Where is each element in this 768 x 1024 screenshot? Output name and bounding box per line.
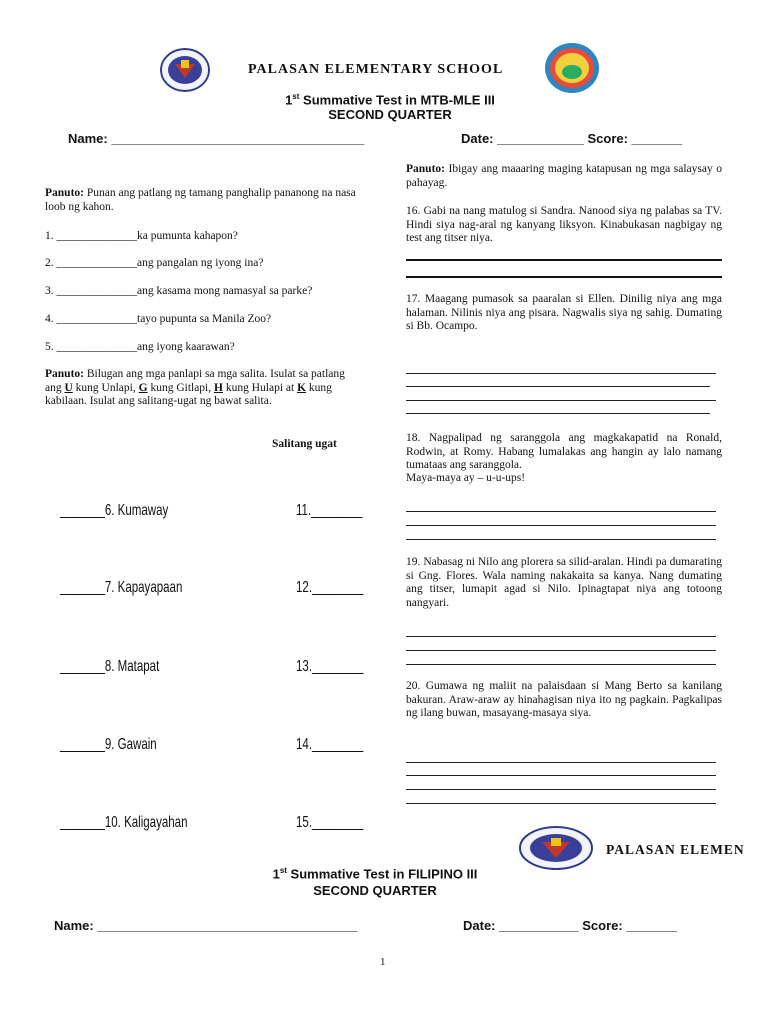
- answer-line[interactable]: [406, 803, 716, 804]
- date-score-field[interactable]: Date: ____________ Score: _______: [461, 131, 683, 146]
- answer-line[interactable]: [406, 400, 716, 401]
- answer-line[interactable]: [406, 775, 716, 776]
- answer-line[interactable]: [406, 789, 716, 790]
- answer-line[interactable]: [406, 664, 716, 665]
- root-word-blank[interactable]: 13.________: [296, 658, 364, 675]
- answer-line[interactable]: [406, 386, 710, 387]
- list-item[interactable]: 4. ______________tayo pupunta sa Manila Zoo?: [45, 313, 272, 325]
- answer-line[interactable]: [406, 259, 722, 261]
- school-name-footer: PALASAN ELEMEN: [606, 842, 745, 857]
- footer-name-field[interactable]: Name: ____________________________________: [54, 918, 358, 933]
- question-20: 20. Gumawa ng maliit na palaisdaan si Mang Berto sa kanilang bakuran. Araw-araw ay hinahagisan niya ito ng pagkain. Pagkalipas ng ilang buwan, masayang-masaya siya.: [406, 680, 722, 719]
- list-item[interactable]: 1. ______________ka pumunta kahapon?: [45, 230, 238, 242]
- salitang-ugat-heading: Salitang ugat: [272, 438, 337, 450]
- footer-date-score-field[interactable]: Date: ___________ Score: _______: [463, 918, 677, 933]
- question-16: 16. Gabi na nang matulog si Sandra. Nanood siya ng palabas sa TV. Hindi siya nag-aral ng kanyang liksyon. Kinabukasan nagbigay ng test ang titser niya.: [406, 205, 722, 244]
- question-17: 17. Maagang pumasok sa paaralan si Ellen. Dinilig niya ang mga halaman. Nilinis niya ang pisara. Nagwalis siya ng sahig. Dumating si Bb. Ocampo.: [406, 293, 722, 332]
- root-word-blank[interactable]: 11.________: [296, 502, 363, 519]
- question-18-ending: Maya-maya ay – u-u-ups!: [406, 472, 526, 484]
- word-item[interactable]: _______9. Gawain: [60, 736, 157, 753]
- answer-line[interactable]: [406, 413, 710, 414]
- root-word-blank[interactable]: 14.________: [296, 736, 364, 753]
- question-18: 18. Nagpalipad ng saranggola ang magkakapatid na Ronald, Rodwin, at Romy. Habang lumalakas ang hangin ay lalo namang tumataas ang saranggola.: [406, 432, 722, 471]
- test-title: 1st Summative Test in MTB-MLE III: [285, 92, 495, 108]
- word-item[interactable]: _______10. Kaligayahan: [60, 814, 188, 831]
- quarter-label: SECOND QUARTER: [328, 107, 452, 122]
- answer-line[interactable]: [406, 539, 716, 540]
- panuto-2: Panuto: Bilugan ang mga panlapi sa mga salita. Isulat sa patlang ang U kung Unlapi, G kung Gitlapi, H kung Hulapi at K kung kabilaan. Isulat ang salitang-ugat ng bawat salita.: [45, 368, 345, 407]
- answer-line[interactable]: [406, 650, 716, 651]
- root-word-blank[interactable]: 12.________: [296, 579, 364, 596]
- panuto-1: Panuto: Punan ang patlang ng tamang panghalip pananong na nasa loob ng kahon.: [45, 187, 356, 213]
- list-item[interactable]: 5. ______________ang iyong kaarawan?: [45, 341, 235, 353]
- answer-line[interactable]: [406, 636, 716, 637]
- answer-line[interactable]: [406, 762, 716, 763]
- answer-line[interactable]: [406, 525, 716, 526]
- root-word-blank[interactable]: 15.________: [296, 814, 364, 831]
- deped-seal-logo-2: [518, 826, 594, 870]
- word-item[interactable]: _______7. Kapayapaan: [60, 579, 183, 596]
- answer-line[interactable]: [406, 373, 716, 374]
- footer-quarter-label: SECOND QUARTER: [313, 883, 437, 898]
- school-seal-logo: [544, 42, 600, 94]
- word-item[interactable]: _______8. Matapat: [60, 658, 160, 675]
- name-field[interactable]: Name: ___________________________________: [68, 131, 365, 146]
- word-item[interactable]: _______6. Kumaway: [60, 502, 169, 519]
- list-item[interactable]: 2. ______________ang pangalan ng iyong ina?: [45, 257, 264, 269]
- answer-line[interactable]: [406, 511, 716, 512]
- question-19: 19. Nabasag ni Nilo ang plorera sa silid-aralan. Hindi pa dumarating si Gng. Flores. Wala naming nakakaita sa kanya. Nang dumating ang titser, lumapit agad si Nilo. Ipinagtapat niya ang totoong nangyari.: [406, 556, 722, 609]
- footer-test-title: 1st Summative Test in FILIPINO III: [272, 866, 478, 882]
- list-item[interactable]: 3. ______________ang kasama mong namasyal sa parke?: [45, 285, 313, 297]
- answer-line[interactable]: [406, 276, 722, 278]
- panuto-3: Panuto: Ibigay ang maaaring maging katapusan ng mga salaysay o pahayag.: [406, 163, 722, 189]
- school-name: PALASAN ELEMENTARY SCHOOL: [248, 62, 504, 77]
- page-number: 1: [380, 956, 386, 968]
- deped-seal-logo: [160, 48, 210, 92]
